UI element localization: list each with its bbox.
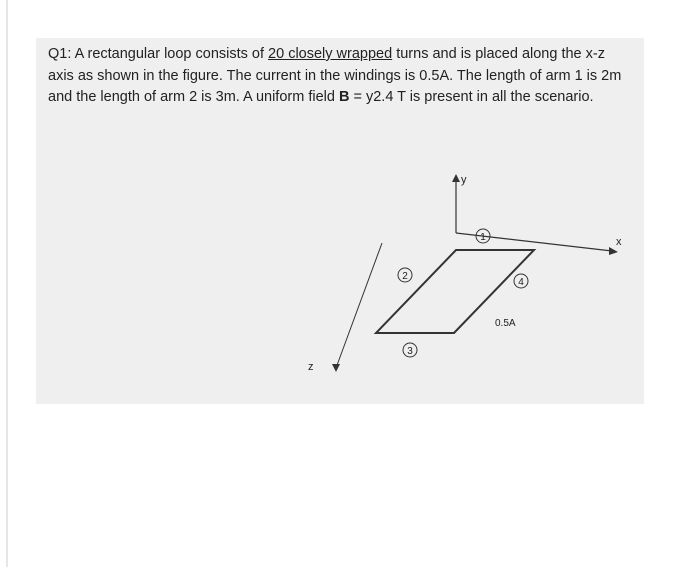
question-text-part3: = y2.4 T is present in all the scenario. [349, 89, 594, 105]
current-label: 0.5A [495, 318, 516, 329]
page-left-edge [6, 0, 8, 567]
question-underlined-phrase: 20 closely wrapped [268, 46, 393, 62]
z-axis-label: z [308, 361, 314, 373]
x-axis-label: x [616, 236, 622, 248]
arm-2-label: 2 [402, 271, 408, 282]
field-symbol-b: B [338, 89, 350, 105]
z-axis-line [336, 243, 382, 368]
z-axis-arrowhead [332, 364, 340, 372]
question-card [36, 38, 644, 404]
question-text-part1: Q1: A rectangular loop consists of [48, 46, 269, 62]
x-axis-arrowhead [609, 247, 618, 255]
arm-4-label: 4 [518, 277, 524, 288]
arm-3-label: 3 [407, 346, 413, 357]
y-axis-arrowhead [452, 174, 460, 182]
question-text-part2: turns and is placed along the x-z axis as shown in the figure. The current in the windings is 0.5A. The length of arm 1 is 2m and the length of arm 2 is 3m. A uniform field [48, 46, 626, 105]
y-axis-label: y [461, 174, 467, 186]
arm-1-label: 1 [480, 232, 486, 243]
loop-figure [36, 38, 644, 404]
